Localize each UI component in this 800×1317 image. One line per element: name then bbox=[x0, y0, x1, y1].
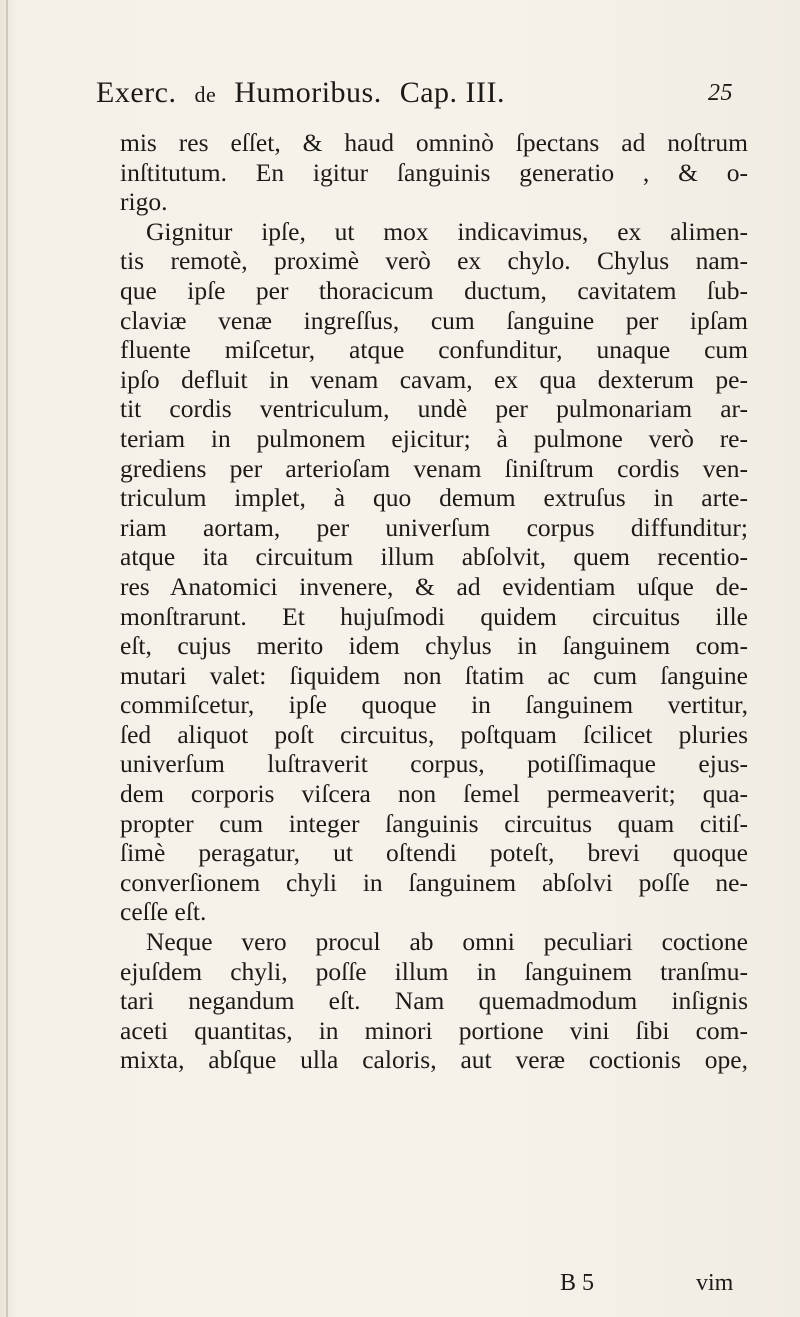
text-line: riam aortam, per univerſum corpus diffunditur; bbox=[120, 512, 748, 542]
text-line: claviæ venæ ingreſſus, cum ſanguine per ipſam bbox=[120, 305, 748, 335]
text-line: ceſſe eſt. bbox=[120, 897, 207, 927]
text-line: mixta, abſque ulla caloris, aut veræ coctionis ope, bbox=[120, 1045, 748, 1075]
running-head-de: de bbox=[194, 82, 217, 107]
text-line: atque ita circuitum illum abſolvit, quem recentio- bbox=[120, 542, 748, 572]
running-head bbox=[96, 76, 736, 110]
text-line: Neque vero procul ab omni peculiari coctione bbox=[146, 927, 748, 957]
text-line: inſtitutum. En igitur ſanguinis generatio , & o- bbox=[120, 157, 748, 187]
text-line: monſtrarunt. Et hujuſmodi quidem circuitus ille bbox=[120, 601, 748, 631]
text-line: triculum implet, à quo demum extruſus in arte- bbox=[120, 483, 748, 513]
text-line: ejuſdem chyli, poſſe illum in ſanguinem tranſmu- bbox=[120, 956, 748, 986]
page-number: 25 bbox=[708, 80, 733, 106]
text-line: mutari valet: ſiquidem non ſtatim ac cum ſanguine bbox=[120, 660, 748, 690]
catchword: vim bbox=[696, 1270, 734, 1296]
text-line: commiſcetur, ipſe quoque in ſanguinem vertitur, bbox=[120, 690, 748, 720]
text-line: ſed aliquot poſt circuitus, poſtquam ſcilicet pluries bbox=[120, 719, 748, 749]
text-line: teriam in pulmonem ejicitur; à pulmone verò re- bbox=[120, 423, 748, 453]
signature-mark: B 5 bbox=[560, 1270, 595, 1296]
text-line: tari negandum eſt. Nam quemadmodum inſignis bbox=[120, 986, 748, 1016]
text-line: fluente miſcetur, atque confunditur, unaque cum bbox=[120, 335, 748, 365]
text-line: res Anatomici invenere, & ad evidentiam uſque de- bbox=[120, 571, 748, 601]
text-line: que ipſe per thoracicum ductum, cavitatem ſub- bbox=[120, 275, 748, 305]
text-line: univerſum luſtraverit corpus, potiſſimaque ejus- bbox=[120, 749, 748, 779]
text-line: ipſo defluit in venam cavam, ex qua dexterum pe- bbox=[120, 364, 748, 394]
text-line: tit cordis ventriculum, undè per pulmonariam ar- bbox=[120, 394, 748, 424]
text-line: converſionem chyli in ſanguinem abſolvi poſſe ne- bbox=[120, 867, 748, 897]
running-head-exerc: Exerc. bbox=[96, 76, 177, 109]
text-line: dem corporis viſcera non ſemel permeaverit; qua- bbox=[120, 779, 748, 809]
body-text bbox=[120, 128, 748, 1075]
text-line: grediens per arterioſam venam ſiniſtrum cordis ven- bbox=[120, 453, 748, 483]
text-line: Gignitur ipſe, ut mox indicavimus, ex alimen- bbox=[146, 216, 748, 246]
text-line: propter cum integer ſanguinis circuitus quam citiſ- bbox=[120, 808, 748, 838]
running-head-chapter: Cap. III. bbox=[399, 76, 506, 109]
text-line: mis res eſſet, & haud omninò ſpectans ad noſtrum bbox=[120, 128, 748, 157]
running-head-humoribus: Humoribus. bbox=[234, 76, 382, 109]
text-line: eſt, cujus merito idem chylus in ſanguinem com- bbox=[120, 631, 748, 661]
page-gutter bbox=[6, 0, 8, 1317]
text-line: tis remotè, proximè verò ex chylo. Chylus nam- bbox=[120, 246, 748, 276]
text-line: rigo. bbox=[120, 187, 168, 217]
text-line: aceti quantitas, in minori portione vini ſibi com- bbox=[120, 1015, 748, 1045]
text-line: ſimè peragatur, ut oſtendi poteſt, brevi quoque bbox=[120, 838, 748, 868]
